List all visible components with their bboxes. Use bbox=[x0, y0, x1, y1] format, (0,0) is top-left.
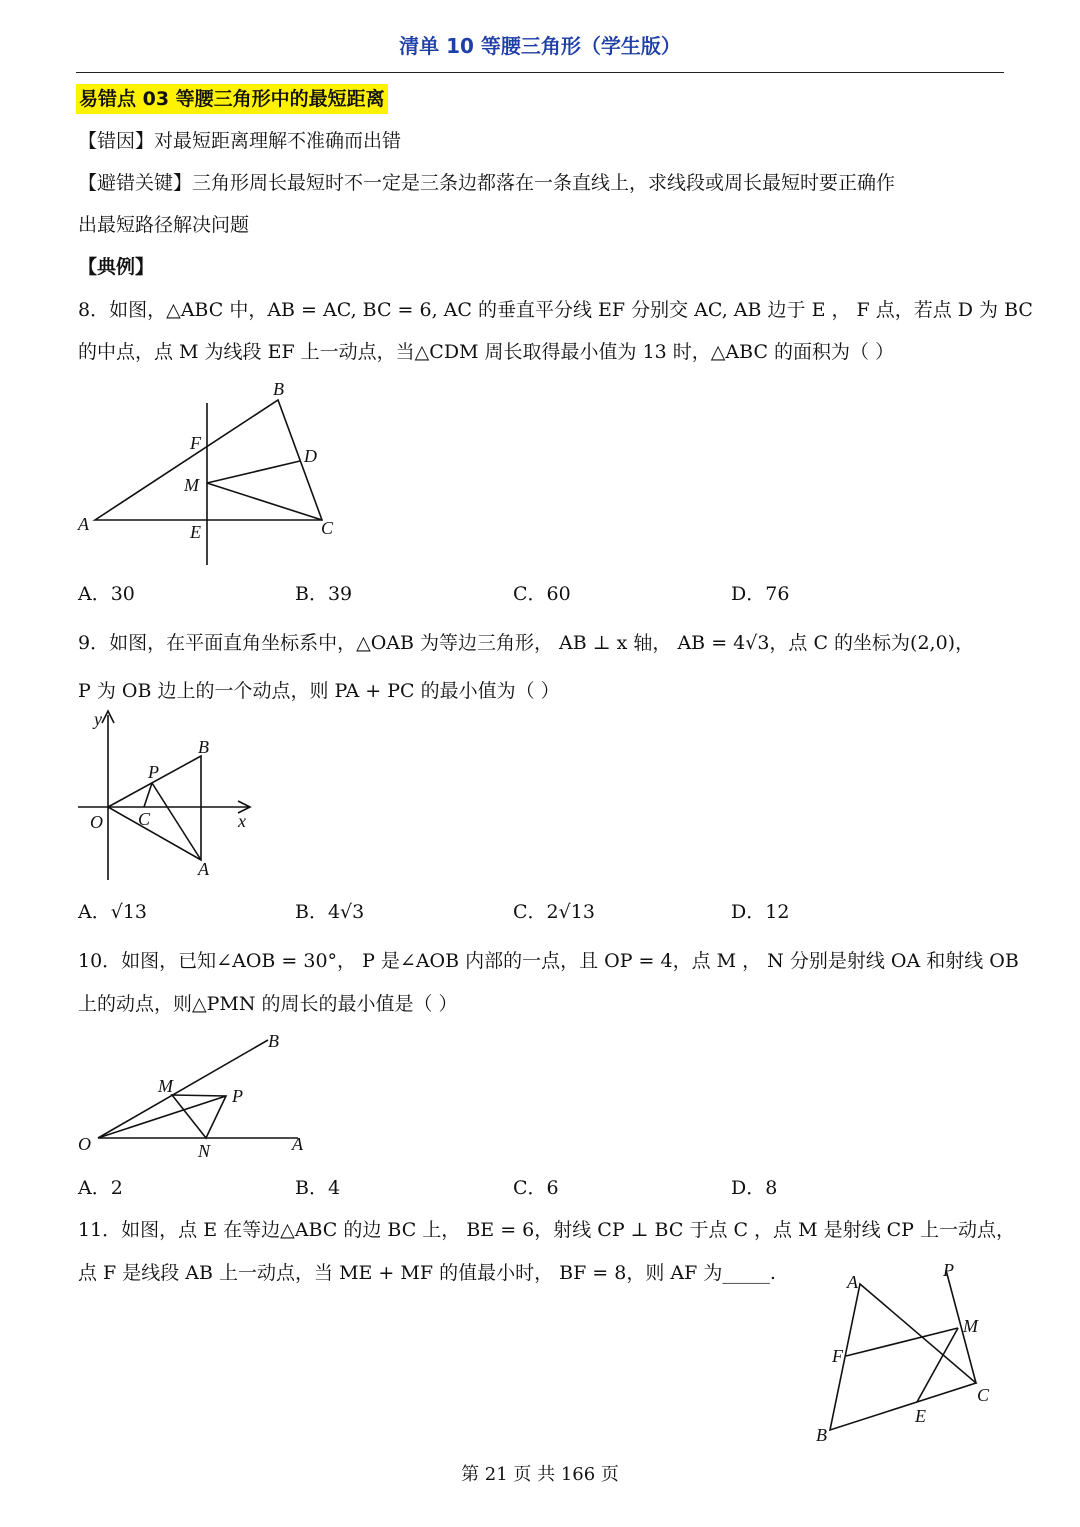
q8-option-a: A．30 bbox=[78, 583, 135, 605]
q9-label-y: y bbox=[94, 709, 102, 729]
q10-text-line1: 10．如图，已知∠AOB = 30°， P 是∠AOB 内部的一点，且 OP = 4，点 M ， N 分别是射线 OA 和射线 OB bbox=[78, 950, 1019, 972]
q11-label-m: M bbox=[963, 1316, 978, 1336]
q8-segment-mc bbox=[207, 483, 322, 520]
q9-figure bbox=[70, 705, 270, 885]
q8-option-b: B．39 bbox=[295, 583, 353, 605]
q9-text-line1: 9．如图，在平面直角坐标系中，△OAB 为等边三角形， AB ⊥ x 轴， AB = 4√3，点 C 的坐标为(2,0)， bbox=[78, 632, 975, 654]
q10-label-o: O bbox=[78, 1134, 91, 1154]
example-label: 【典例】 bbox=[78, 256, 155, 278]
header-divider bbox=[76, 72, 1004, 73]
q10-segment-op bbox=[98, 1096, 226, 1138]
avoid-key-line2: 出最短路径解决问题 bbox=[78, 214, 250, 236]
q10-option-b: B．4 bbox=[295, 1177, 341, 1199]
q9-option-b: B．4√3 bbox=[295, 901, 365, 923]
q10-label-p: P bbox=[232, 1086, 243, 1106]
q9-option-c: C．2√13 bbox=[513, 901, 595, 923]
q8-triangle-abc bbox=[95, 400, 322, 520]
q9-label-p: P bbox=[148, 762, 159, 782]
q10-option-a: A．2 bbox=[78, 1177, 123, 1199]
page-footer-number: 第 21 页 共 166 页 bbox=[461, 1464, 619, 1485]
q11-triangle-abc bbox=[830, 1284, 976, 1430]
q11-label-c: C bbox=[977, 1385, 990, 1405]
q11-label-e: E bbox=[915, 1406, 926, 1426]
q9-label-a: A bbox=[198, 859, 209, 879]
error-cause: 【错因】对最短距离理解不准确而出错 bbox=[78, 130, 402, 152]
q9-label-c: C bbox=[138, 809, 151, 829]
q9-label-x: x bbox=[238, 811, 246, 831]
q8-label-f: F bbox=[190, 433, 201, 453]
q10-label-m: M bbox=[158, 1076, 173, 1096]
q10-figure bbox=[70, 1028, 320, 1163]
q11-label-p: P bbox=[943, 1260, 954, 1280]
q8-label-c: C bbox=[321, 518, 334, 538]
q10-text-line2: 上的动点，则△PMN 的周长的最小值是（ ） bbox=[78, 993, 458, 1015]
q8-label-d: D bbox=[304, 446, 317, 466]
q10-label-n: N bbox=[198, 1141, 211, 1161]
q9-label-b: B bbox=[198, 737, 209, 757]
page-header-title: 清单 10 等腰三角形（学生版） bbox=[399, 34, 681, 58]
q8-label-m: M bbox=[184, 475, 199, 495]
q11-label-a: A bbox=[847, 1272, 858, 1292]
q11-text-line2: 点 F 是线段 AB 上一动点，当 ME + MF 的值最小时， BF = 8，则 AF 为_____. bbox=[78, 1262, 776, 1284]
section-title: 易错点 03 等腰三角形中的最短距离 bbox=[76, 84, 388, 114]
q10-option-c: C．6 bbox=[513, 1177, 559, 1199]
q9-segment-pa bbox=[152, 783, 201, 860]
q9-text-line2: P 为 OB 边上的一个动点，则 PA + PC 的最小值为（ ） bbox=[78, 680, 560, 702]
q8-figure bbox=[70, 375, 360, 570]
q9-label-o: O bbox=[90, 812, 103, 832]
q8-option-d: D．76 bbox=[731, 583, 790, 605]
q10-label-b: B bbox=[268, 1031, 279, 1051]
q10-triangle-pmn bbox=[172, 1095, 226, 1138]
q8-label-a: A bbox=[78, 514, 89, 534]
q11-figure bbox=[805, 1258, 1005, 1448]
q11-text-line1: 11．如图，点 E 在等边△ABC 的边 BC 上， BE = 6，射线 CP ⊥ BC 于点 C ，点 M 是射线 CP 上一动点， bbox=[78, 1219, 1015, 1241]
q9-option-a: A．√13 bbox=[78, 901, 148, 923]
q11-segment-mf bbox=[846, 1328, 958, 1356]
q8-option-c: C．60 bbox=[513, 583, 571, 605]
q8-text-line1: 8．如图，△ABC 中，AB = AC, BC = 6, AC 的垂直平分线 EF 分别交 AC, AB 边于 E ， F 点，若点 D 为 BC bbox=[78, 299, 1033, 321]
q8-segment-md bbox=[207, 461, 300, 483]
q9-option-d: D．12 bbox=[731, 901, 790, 923]
q10-option-d: D．8 bbox=[731, 1177, 778, 1199]
q11-label-f: F bbox=[832, 1346, 843, 1366]
q10-label-a: A bbox=[292, 1134, 303, 1154]
q11-label-b: B bbox=[816, 1425, 827, 1445]
q8-label-b: B bbox=[273, 379, 284, 399]
avoid-key-line1: 【避错关键】三角形周长最短时不一定是三条边都落在一条直线上，求线段或周长最短时要正确作 bbox=[78, 172, 896, 194]
q8-text-line2: 的中点，点 M 为线段 EF 上一动点，当△CDM 周长取得最小值为 13 时，△ABC 的面积为（ ） bbox=[78, 341, 895, 363]
q8-label-e: E bbox=[190, 522, 201, 542]
